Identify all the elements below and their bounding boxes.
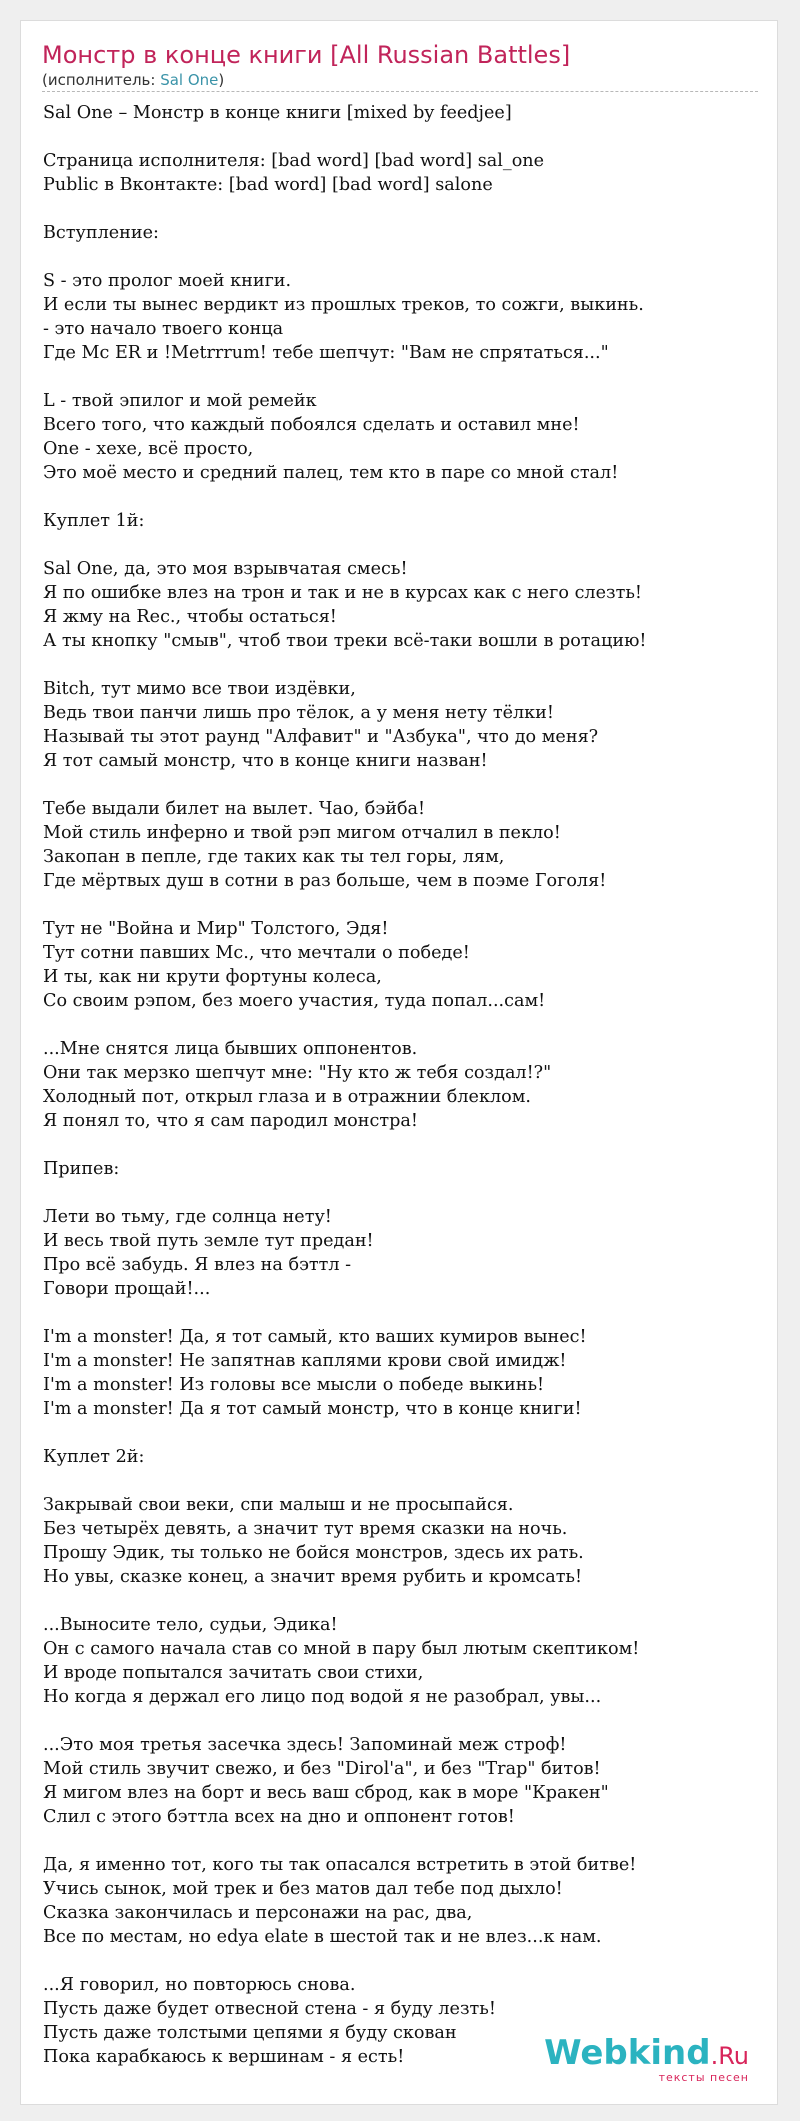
lyrics-line: И ты, как ни крути фортуны колеса, [43,967,382,987]
lyrics-line: Учись сынок, мой трек и без матов дал тебе под дыхло! [43,1879,563,1899]
lyrics-line: Называй ты этот раунд "Алфавит" и "Азбука", что до меня? [43,727,599,747]
lyrics-line: ...Я говорил, но повторюсь снова. [43,1975,356,1995]
performer-link[interactable]: Sal One [160,71,219,89]
lyrics-card [20,20,778,2105]
lyrics-line: One - хехе, всё просто, [43,439,254,459]
lyrics-line: S - это пролог моей книги. [43,271,292,291]
lyrics-line: Прошу Эдик, ты только не бойся монстров, здесь их рать. [43,1543,584,1563]
lyrics-blank-line [43,1301,763,1325]
lyrics-blank-line [43,1013,763,1037]
lyrics-line: Но увы, сказке конец, а значит время рубить и кромсать! [43,1567,583,1587]
lyrics-line: Где мёртвых душ в сотни в раз больше, чем в поэме Гоголя! [43,871,607,891]
lyrics-line: Куплет 1й: [43,511,145,531]
lyrics-line: Я жму на Rec., чтобы остаться! [43,607,337,627]
lyrics-line: А ты кнопку "смыв", чтоб твои треки всё-таки вошли в ротацию! [43,631,647,651]
lyrics-line: Пусть даже будет отвесной стена - я буду лезть! [43,1999,496,2019]
logo-brand: Webkind [544,2033,711,2073]
webkind-logo[interactable] [544,2033,749,2084]
lyrics-line: Про всё забудь. Я влез на бэттл - [43,1255,352,1275]
lyrics-line: Припев: [43,1159,120,1179]
lyrics-line: Без четырёх девять, а значит тут время сказки на ночь. [43,1519,568,1539]
lyrics-blank-line [43,1421,763,1445]
lyrics-line: Сказка закончилась и персонажи на рас, два, [43,1903,473,1923]
lyrics-blank-line [43,245,763,269]
lyrics-line: Sal One – Монстр в конце книги [mixed by feedjee] [43,103,512,123]
lyrics-line: Мой стиль звучит свежо, и без "Dirol'a", и без "Trap" битов! [43,1759,601,1779]
lyrics-line: Тебе выдали билет на вылет. Чао, бэйба! [43,799,426,819]
performer-prefix: (исполнитель: [42,71,161,89]
lyrics-blank-line [43,1181,763,1205]
lyrics-line: Страница исполнителя: [bad word] [bad word] sal_one [43,151,545,171]
lyrics-blank-line [43,365,763,389]
lyrics-line: ...Это моя третья засечка здесь! Запоминай меж строф! [43,1735,567,1755]
lyrics-line: L - твой эпилог и мой ремейк [43,391,317,411]
lyrics-line: ...Выносите тело, судьи, Эдика! [43,1615,338,1635]
lyrics-line: И весь твой путь земле тут предан! [43,1231,374,1251]
lyrics-line: Всего того, что каждый побоялся сделать и оставил мне! [43,415,580,435]
lyrics-line: I'm a monster! Да я тот самый монстр, что в конце книги! [43,1399,582,1419]
lyrics-line: Лети во тьму, где солнца нету! [43,1207,332,1227]
header-divider [42,91,758,92]
lyrics-line: Я по ошибке влез на трон и так и не в курсах как с него слезть! [43,583,643,603]
performer-suffix: ) [218,71,225,89]
logo-tld: .Ru [710,2042,749,2070]
lyrics-line: Закрывай свои веки, спи малыш и не просыпайся. [43,1495,514,1515]
lyrics-line: Но когда я держал его лицо под водой я не разобрал, увы... [43,1687,602,1707]
lyrics-line: Вступление: [43,223,159,243]
song-title: Монстр в конце книги [All Russian Battles] [42,41,571,69]
performer-line [42,71,224,89]
lyrics-line: Холодный пот, открыл глаза и в отражнии блеклом. [43,1087,531,1107]
lyrics-line: - это начало твоего конца [43,319,284,339]
lyrics-line: Да, я именно тот, кого ты так опасался встретить в этой битве! [43,1855,637,1875]
lyrics-text [43,101,763,2069]
lyrics-blank-line [43,1589,763,1613]
lyrics-line: Он с самого начала став со мной в пару был лютым скептиком! [43,1639,640,1659]
lyrics-blank-line [43,1133,763,1157]
lyrics-line: Мой стиль инферно и твой рэп мигом отчалил в пекло! [43,823,561,843]
lyrics-line: Sal One, да, это моя взрывчатая смесь! [43,559,408,579]
lyrics-line: Тут не "Война и Мир" Толстого, Эдя! [43,919,389,939]
lyrics-blank-line [43,1709,763,1733]
lyrics-line: Это моё место и средний палец, тем кто в паре со мной стал! [43,463,619,483]
lyrics-line: Пусть даже толстыми цепями я буду скован [43,2023,457,2043]
lyrics-line: И вроде попытался зачитать свои стихи, [43,1663,424,1683]
lyrics-line: Тут сотни павших Mc., что мечтали о победе! [43,943,470,963]
lyrics-blank-line [43,653,763,677]
lyrics-line: Куплет 2й: [43,1447,145,1467]
lyrics-line: Закопан в пепле, где таких как ты тел горы, лям, [43,847,505,867]
lyrics-blank-line [43,125,763,149]
lyrics-line: Bitch, тут мимо все твои издёвки, [43,679,356,699]
lyrics-line: Слил с этого бэттла всех на дно и оппонент готов! [43,1807,515,1827]
lyrics-line: Они так мерзко шепчут мне: "Ну кто ж тебя создал!?" [43,1063,552,1083]
lyrics-line: Пока карабкаюсь к вершинам - я есть! [43,2047,405,2067]
lyrics-line: Все по местам, но edya elate в шестой так и не влез...к нам. [43,1927,602,1947]
lyrics-line: Я тот самый монстр, что в конце книги назван! [43,751,488,771]
lyrics-line: Ведь твои панчи лишь про тёлок, а у меня нету тёлки! [43,703,554,723]
lyrics-line: Public в Вконтакте: [bad word] [bad word] salone [43,175,493,195]
lyrics-line: ...Мне снятся лица бывших оппонентов. [43,1039,418,1059]
lyrics-blank-line [43,1829,763,1853]
lyrics-blank-line [43,1469,763,1493]
lyrics-line: I'm a monster! Не запятнав каплями крови свой имидж! [43,1351,567,1371]
lyrics-line: И если ты вынес вердикт из прошлых треков, то сожги, выкинь. [43,295,644,315]
lyrics-line: Со своим рэпом, без моего участия, туда попал...сам! [43,991,546,1011]
lyrics-blank-line [43,485,763,509]
lyrics-line: I'm a monster! Да, я тот самый, кто ваших кумиров вынес! [43,1327,587,1347]
lyrics-blank-line [43,773,763,797]
lyrics-blank-line [43,533,763,557]
lyrics-line: Где Mc ER и !Metrrrum! тебе шепчут: "Вам не спрятаться..." [43,343,609,363]
logo-wordmark [544,2033,749,2073]
lyrics-line: Я понял то, что я сам пародил монстра! [43,1111,418,1131]
lyrics-line: Говори прощай!... [43,1279,211,1299]
lyrics-blank-line [43,197,763,221]
lyrics-line: I'm a monster! Из головы все мысли о победе выкинь! [43,1375,545,1395]
lyrics-line: Я мигом влез на борт и весь ваш сброд, как в море "Кракен" [43,1783,609,1803]
lyrics-blank-line [43,1949,763,1973]
logo-tagline: тексты песен [658,2071,749,2084]
lyrics-blank-line [43,893,763,917]
